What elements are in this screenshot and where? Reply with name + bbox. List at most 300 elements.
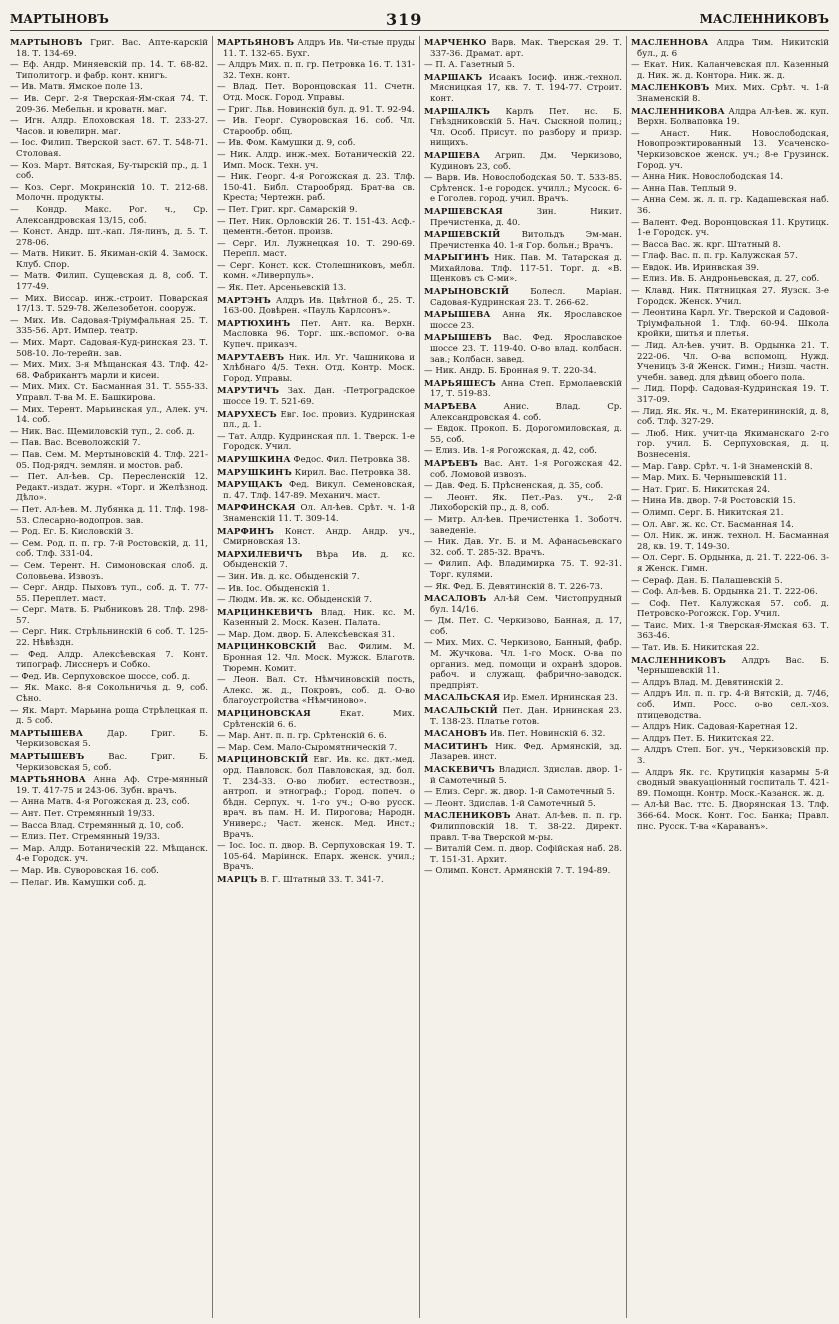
- entry-text: — Мар. Дом. двор. Б. Алексѣевская 31.: [217, 629, 396, 640]
- entry-surname: МАРЬЯШЕСЪ: [424, 378, 496, 389]
- directory-entry: [424, 515, 622, 536]
- entry-text: Исаакъ Іосиф. инж.-технол. Мясницкая 17, кв. 7. Т. 194-77. Строит. конт.: [430, 72, 623, 104]
- entry-text: — Алдръ Як. гс. Крутицкія казармы 5-й сводный эвакуаціонный госпиталь Т. 421-89. Помощн. Контр. Моск.-Казанск. ж. д.: [631, 767, 829, 799]
- directory-entry: [217, 432, 415, 453]
- entry-surname: МАРѢЕВА: [424, 402, 477, 412]
- directory-entry: [424, 38, 622, 59]
- directory-entry: [631, 599, 829, 620]
- directory-entry: [217, 468, 415, 479]
- entry-text: — Дав. Фед. Б. Прѣсненская, д. 35, соб.: [424, 481, 604, 492]
- entry-text: — Мих. Виссар. инж.-строит. Поварская 17/13. Т. 529-78. Железобетон. сооруж.: [10, 293, 208, 315]
- entry-text: — Мих. Мих. 3-я Мѣщанская 43. Тлф. 42-68. Фабрикантъ марли и кисеи.: [10, 360, 208, 381]
- directory-entry: [631, 83, 829, 104]
- entry-surname: МАРШЕВА: [424, 150, 481, 161]
- entry-text: Ал-ѣй Сем. Чистопрудный бул. 14/16.: [430, 594, 623, 615]
- directory-entry: [631, 678, 829, 689]
- entry-text: — Пав. Вас. Всеволожскій 7.: [10, 438, 141, 449]
- directory-entry: [424, 366, 622, 377]
- entry-text: — Алдръ Пет. Б. Никитская 22.: [631, 733, 775, 744]
- directory-entry: [424, 424, 622, 445]
- entry-text: Алдръ Ив. Цвѣтной б., 25. Т. 163-00. Довѣрен. «Пауль Карлсонъ».: [223, 295, 416, 317]
- directory-entry: [217, 82, 415, 103]
- entry-text: — Ив. Матв. Ямское поле 13.: [10, 82, 143, 93]
- directory-entry: [10, 821, 208, 832]
- entry-text: — Васса Влад. Стремянный д. 10, соб.: [10, 820, 184, 831]
- directory-entry: [424, 765, 622, 786]
- entry-surname: МАСИТИНЪ: [424, 741, 488, 752]
- directory-entry: [217, 353, 415, 385]
- entry-text: Анат. Ал-ѣев. п. п. гр. Филипповскій 18. Т. 38-22. Директ. правл. Т-ва Тверской м-ры.: [430, 811, 622, 843]
- entry-surname: МАРУШКИНЪ: [217, 467, 292, 478]
- directory-entry: [424, 107, 622, 149]
- entry-text: — Мар. Сем. Мало-Сыромятническій 7.: [217, 742, 398, 753]
- directory-entry: [424, 287, 622, 308]
- directory-entry: [10, 527, 208, 538]
- directory-entry: [631, 172, 829, 183]
- entry-text: — Анна Ник. Новослободская 14.: [631, 172, 784, 183]
- entry-text: Зах. Дан. -Петроградское шоссе 19. Т. 521-69.: [223, 386, 415, 407]
- entry-text: Ник. Фед. Армянскій, зд. Лазарев. инст.: [430, 741, 622, 763]
- entry-text: — Анаст. Ник. Новослободская, Новопроэктированный 13. Усаченско-Черкизовское женск. уч.; 8-е Грузинск. Город. уч.: [631, 128, 829, 171]
- entry-text: — Анна Матв. 4-я Рогожская д. 23, соб.: [10, 797, 190, 808]
- entry-text: — Евдок. Ив. Иринвская 39.: [631, 262, 759, 273]
- entry-surname: МАРЦИНКОВСКІЙ: [217, 642, 317, 653]
- entry-text: Фед. Викул. Семеновская, п. 47. Тлф. 147-89. Механич. маст.: [223, 480, 416, 501]
- directory-entry: [217, 283, 415, 294]
- entry-surname: МАРШАКЪ: [424, 72, 483, 83]
- directory-entry: [217, 172, 415, 204]
- entry-surname: МАРФИНСКАЯ: [217, 503, 296, 514]
- directory-entry: [424, 582, 622, 593]
- directory-entry: [10, 38, 208, 59]
- entry-text: — Митр. Ал-ѣев. Пречистенка 1. Зоботч. заведеніе.: [424, 514, 622, 536]
- entry-text: — Лид. Порф. Садовая-Кудринская 19. Т. 317-09.: [631, 384, 829, 405]
- entry-text: Варв. Мак. Тверская 29. Т. 337-36. Драмат. арт.: [430, 38, 623, 59]
- entry-text: — Конст. Андр. шт.-кап. Ля-линъ, д. 5. Т. 278-06.: [10, 227, 208, 248]
- directory-entry: [10, 672, 208, 683]
- directory-entry: [217, 755, 415, 840]
- directory-entry: [631, 274, 829, 285]
- directory-entry: [10, 82, 208, 93]
- directory-entry: [631, 768, 829, 800]
- directory-entry: [10, 438, 208, 449]
- directory-entry: [10, 583, 208, 604]
- directory-entry: [424, 616, 622, 637]
- entry-surname: МАРТЮХИНЪ: [217, 318, 291, 329]
- entry-text: — Ив. Фом. Камушки д. 9, соб.: [217, 138, 356, 149]
- entry-text: Пет. Ант. ка. Верхн. Масловка 96. Торг. шк.-вспомог. о-ва Купеч. приказч.: [223, 318, 415, 351]
- directory-entry: [631, 689, 829, 721]
- entry-surname: МАСЛЕННОВА: [631, 38, 709, 48]
- entry-text: — Леонт. Здислав. 1-й Самотечный 5.: [424, 798, 596, 809]
- entry-text: — Варв. Ив. Новослободская 50. Т. 533-85. Срѣтенск. 1-е городск. училл.; Мусоск. 6-е Гоголев. город. учил. Врачъ.: [424, 173, 622, 205]
- entry-text: — Серг. Андр. Пыховъ туп., соб. д. Т. 77-55. Переплет. маст.: [10, 583, 208, 604]
- entry-surname: МАРЫШЕВЪ: [424, 333, 492, 344]
- entry-text: — Фед. Алдр. Алексѣевская 7. Конт. типограф. Лисснеръ и Собко.: [10, 649, 208, 671]
- directory-entry: [631, 195, 829, 216]
- entry-surname: МАСЛЕННИКОВА: [631, 106, 725, 117]
- entry-text: В. Г. Штатный 33. Т. 341-7.: [260, 874, 384, 885]
- entry-text: Мих. Мих. Срѣт. ч. 1-й Знаменскій 8.: [637, 83, 829, 104]
- entry-text: Алдръ Ив. Чи-стые пруды 11. Т. 132-65. Бухг.: [223, 38, 416, 59]
- entry-text: — Олимп. Серг. Б. Никитская 21.: [631, 507, 784, 518]
- directory-entry: [217, 503, 415, 524]
- directory-entry: [424, 459, 622, 480]
- directory-entry: [631, 240, 829, 251]
- directory-entry: [424, 173, 622, 205]
- entry-text: — Род. Ег. Б. Кисловскій 3.: [10, 527, 134, 538]
- directory-entry: [424, 844, 622, 865]
- entry-text: Вас. Григ. Б. Черкизовская 5, соб.: [16, 752, 208, 773]
- entry-text: — Глаф. Вас. п. п. гр. Калужская 57.: [631, 251, 798, 262]
- page-number: 319: [386, 9, 423, 29]
- entry-text: — Виталій Сем. п. двор. Софійская наб. 28. Т. 151-31. Архит.: [424, 844, 622, 865]
- entry-text: Ир. Емел. Ирнинская 23.: [503, 693, 618, 704]
- entry-text: — Зин. Ив. д. кс. Обыденскій 7.: [217, 571, 360, 582]
- entry-text: Влад. Ник. кс. М. Казенный 2. Моск. Казен. Палата.: [223, 607, 415, 629]
- directory-entry: [10, 116, 208, 137]
- entry-text: — Пелаг. Ив. Камушки соб. д.: [10, 877, 147, 888]
- entry-text: Вас. Филим. М. Бронная 12. Чл. Моск. Мужск. Благотв. Тюремн. Комит.: [223, 642, 415, 674]
- directory-entry: [631, 643, 829, 654]
- directory-entry: [217, 584, 415, 595]
- entry-text: — Іос. Іос. п. двор. В. Серпуховская 19. Т. 105-64. Маріинск. Епарх. женск. учил.; Врачъ.: [217, 841, 415, 873]
- directory-entry: [10, 706, 208, 727]
- directory-entry: [10, 205, 208, 226]
- entry-text: — Мар. Алдр. Ботаническій 22. Мѣщанск. 4-е Городск. уч.: [10, 843, 208, 865]
- entry-text: — Людм. Ив. ж. кс. Обыденскій 7.: [217, 595, 372, 606]
- entry-text: — Кондр. Макс. Рог. ч., Ср. Александровская 13/15, соб.: [10, 204, 208, 226]
- entry-text: — Екат. Ник. Каланчевская пл. Казенный д. Ник. ж. д. Контора. Ник. ж. д.: [631, 60, 829, 81]
- directory-entry: [424, 310, 622, 331]
- entry-text: Ол. Ал-ѣев. Срѣт. ч. 1-й Знаменскій 11. Т. 309-14.: [223, 503, 415, 524]
- directory-entry: [424, 594, 622, 615]
- entry-text: — Алдръ Степ. Бог. уч., Черкизовскій пр. 3.: [631, 745, 829, 766]
- entry-text: — Мих. Терент. Марьинская ул., Алек. уч. 14. соб.: [10, 404, 208, 426]
- directory-entry: [217, 150, 415, 171]
- directory-entry: [10, 797, 208, 808]
- entry-text: — Лид. Як. Як. ч., М. Екатерининскій, д. 8, соб. Тлф. 327-29.: [631, 406, 829, 428]
- entry-text: — Як. Март. Марьина роща Стрѣлецкая п. д. 5 соб.: [10, 705, 208, 727]
- directory-entry: [424, 799, 622, 810]
- directory-entry: [631, 531, 829, 552]
- entry-text: — Ал-ѣй Вас. ттс. Б. Дворянская 13. Тлф. 366-64. Моск. Конт. Гос. Банка; Правл. пнс. Русск. Т-ва «Караванъ».: [631, 800, 829, 832]
- directory-entry: [217, 731, 415, 742]
- directory-entry: [10, 866, 208, 877]
- directory-entry: [217, 205, 415, 216]
- entry-text: — Олимп. Конст. Армянскій 7. Т. 194-89.: [424, 866, 611, 877]
- entry-text: Анна Як. Ярославское шоссе 23.: [430, 310, 623, 331]
- running-head-left: МАРТЫНОВЪ: [10, 12, 109, 26]
- directory-entry: [10, 382, 208, 403]
- directory-entry: [10, 539, 208, 560]
- entry-text: — Ант. Пет. Стремянный 19/33.: [10, 808, 155, 819]
- entry-text: Евг. Ив. кс. дкт.-мед. орд. Павловск. бол Павловская, зд. бол. Т. 234-33. О-во любит. естествозн., антроп. и этнограф.; Город. попеч. о бѣдн. Серпух. ч. 1-го уч.; О-во русск. врач. въ пам. Н. И. Пирогова; Народн. Универс.; Част. женск. Мед. Инст.; Врачъ.: [223, 755, 415, 840]
- entry-text: — Васса Вас. ж. крг. Штатный 8.: [631, 239, 781, 250]
- directory-entry: [424, 729, 622, 740]
- entry-surname: МАРХИЛЕВИЧЪ: [217, 549, 303, 560]
- directory-entry: [217, 138, 415, 149]
- entry-text: — Матв. Никит. Б. Якиман-скій 4. Замоск. Клуб. Спор.: [10, 249, 208, 270]
- page-header: [10, 8, 829, 31]
- directory-entry: [217, 709, 415, 730]
- directory-entry: [10, 450, 208, 471]
- entry-text: — Мар. Гавр. Срѣт. ч. 1-й Знаменскій 8.: [631, 461, 813, 472]
- directory-entry: [10, 294, 208, 315]
- entry-text: Пет. Дан. Ирнинская 23. Т. 138-23. Платье готов.: [430, 706, 623, 727]
- entry-text: — Григ. Льв. Новинскій бул. д. 91. Т. 92-94.: [217, 104, 415, 115]
- entry-text: Кирил. Вас. Петровка 38.: [294, 467, 411, 478]
- entry-text: Екат. Мих. Срѣтенскій 6. 6.: [223, 709, 416, 730]
- directory-entry: [424, 333, 622, 365]
- entry-text: — Сераф. Дан. Б. Палашевскій 5.: [631, 575, 783, 586]
- directory-entry: [217, 319, 415, 351]
- entry-text: — Коз. Серг. Мокринскій 10. Т. 212-68. Молочн. продукты.: [10, 182, 208, 204]
- entry-text: — Ник. Дав. Уг. Б. и М. Афанасьевскаго 32. соб. Т. 285-32. Врачъ.: [424, 537, 622, 558]
- entry-text: Ник. Ил. Уг. Чашникова и Хлѣбнаго 4/5. Техн. Отд. Контр. Моск. Город. Управы.: [223, 352, 416, 384]
- entry-text: — Пет. Григ. крг. Самарскій 9.: [217, 204, 358, 215]
- entry-text: — Мих. Мих. Ст. Басманная 31. Т. 555-33. Управл. Т-ва М. Е. Башкирова.: [10, 382, 208, 403]
- directory-entry: [217, 296, 415, 317]
- entry-text: — Нат. Григ. Б. Никитская 24.: [631, 484, 771, 495]
- entry-text: — Ник. Андр. Б. Бронная 9. Т. 220-34.: [424, 366, 597, 377]
- directory-entry: [631, 621, 829, 642]
- entry-text: Алдра Тим. Никитскій бул., д. 6: [637, 38, 829, 59]
- entry-text: — Влад. Пет. Воронцовская 11. Счетн. Отд. Моск. Город. Управы.: [217, 82, 415, 103]
- directory-entry: [631, 656, 829, 677]
- directory-entry: [631, 129, 829, 171]
- directory-entry: [10, 427, 208, 438]
- entry-surname: МАРѢЕВЪ: [424, 458, 478, 469]
- directory-entry: [217, 60, 415, 81]
- entry-text: — Фед. Ив. Серпуховское шоссе, соб. д.: [10, 671, 191, 682]
- entry-surname: МАРТЭНЪ: [217, 295, 271, 306]
- entry-text: — Ник. Георг. 4-я Рогожская д. 23. Тлф. 150-41. Библ. Старообряд. Брат-ва св. Креста; Чертежн. раб.: [217, 172, 415, 204]
- entry-text: — Анна Сем. ж. л. п. гр. Кадашевская наб. 36.: [631, 195, 829, 216]
- entry-text: Витольдъ Эм-ман. Пречистенка 40. 1-я Гор. больн.; Врачъ.: [430, 230, 622, 251]
- entry-surname: МАРЦИНОВСКІЙ: [217, 755, 309, 766]
- directory-entry: [217, 875, 415, 886]
- directory-entry: [10, 472, 208, 504]
- directory-entry: [424, 693, 622, 704]
- directory-entry: [10, 650, 208, 671]
- entry-surname: МАСАЛОВЪ: [424, 594, 487, 605]
- entry-surname: МАСКЕВИЧЪ: [424, 765, 495, 775]
- directory-entry: [10, 752, 208, 773]
- entry-text: — Ол. Ник. ж. инж. технол. Н. Басманная 28, кв. 19. Т. 149-30.: [631, 531, 829, 552]
- directory-entry: [631, 429, 829, 461]
- directory-entry: [424, 402, 622, 423]
- entry-surname: МАРЫНОВСКІЙ: [424, 287, 510, 298]
- directory-entry: [217, 455, 415, 466]
- entry-text: — Елиз. Пет. Стремянный 19/33.: [10, 832, 161, 843]
- directory-entry: [631, 341, 829, 383]
- directory-entry: [10, 271, 208, 292]
- entry-text: — Мих. Ив. Садовая-Тріумфальная 25. Т. 335-56. Арт. Импер. театр.: [10, 315, 208, 337]
- directory-entry: [10, 183, 208, 204]
- entry-text: — Коз. Март. Вятская, Бу-тырскій пр., д. 1 соб.: [10, 160, 208, 182]
- directory-entry: [10, 338, 208, 359]
- directory-entry: [631, 38, 829, 59]
- entry-text: — Як. Пет. Арсеньевскій 13.: [217, 283, 347, 294]
- directory-entry: [631, 218, 829, 239]
- directory-entry: [10, 729, 208, 750]
- entry-text: — Соф. Ал-ѣев. Б. Ордынка 21. Т. 222-06.: [631, 587, 818, 598]
- entry-text: — Ол. Авг. ж. кс. Ст. Басманная 14.: [631, 519, 794, 530]
- entry-surname: МАРЫГИНЪ: [424, 253, 490, 264]
- entry-text: Ив. Пет. Новинскій 6. 32.: [489, 729, 606, 740]
- entry-text: — Ив. Серг. 2-я Тверская-Ям-ская 74. Т. 209-36. Мебельн. и кроватн. маг.: [10, 93, 208, 115]
- entry-text: Анна Аф. Стре-мянный 19. Т. 417-75 и 243-06. Зубн. врачъ.: [16, 775, 208, 796]
- directory-entry: [424, 706, 622, 727]
- directory-entry: [424, 537, 622, 558]
- entry-text: — Алдръ Влад. М. Девятинскій 2.: [631, 677, 784, 688]
- entry-text: — Клавд. Ник. Пятницкая 27. Яузск. 3-е Городск. Женск. Учил.: [631, 286, 829, 307]
- directory-entry: [631, 462, 829, 473]
- directory-entry: [424, 151, 622, 172]
- entry-text: — Таис. Мих. 1-я Тверская-Ямская 63. Т. 363-46.: [631, 620, 829, 642]
- entry-text: — П. А. Газетный 5.: [424, 60, 515, 71]
- entry-text: Карлъ Пет. нс. Б. Гнѣздниковскій 5. Нач. Сыскной полиц.; Чл. Особ. Присут. по разбору и призр. нищихъ.: [430, 106, 622, 149]
- directory-entry: [424, 742, 622, 763]
- directory-column-3: [419, 36, 626, 1318]
- entry-text: Дар. Григ. Б. Черкизовская 5.: [16, 728, 208, 750]
- directory-entry: [217, 642, 415, 674]
- directory-entry: [10, 405, 208, 426]
- entry-text: — Соф. Пет. Калужская 57. соб. д. Петровско-Рогожск. Гор. Учил.: [631, 598, 829, 620]
- directory-entry: [424, 866, 622, 877]
- directory-entry: [631, 734, 829, 745]
- entry-text: — Сем. Род. п. п. гр. 7-й Ростовскій, д. 11, соб. Тлф. 331-04.: [10, 538, 208, 560]
- directory-entry: [424, 230, 622, 251]
- directory-entry: [424, 253, 622, 285]
- directory-entry: [10, 627, 208, 648]
- directory-entry: [631, 107, 829, 128]
- entry-text: Алдръ Вас. Б. Чернышевскій 11.: [637, 655, 829, 677]
- entry-text: — Алдръ Ник. Садовая-Каретная 12.: [631, 722, 798, 733]
- entry-surname: МАСАЛЬСКІЙ: [424, 706, 498, 717]
- entry-text: — Серг. Конст. кск. Столешниковъ, мебл. комн. «Ливерпуль».: [217, 260, 415, 282]
- entry-text: Агрип. Дм. Черкизово, Кудиновъ 23, соб.: [430, 150, 622, 172]
- directory-entry: [10, 878, 208, 889]
- directory-entry: [10, 227, 208, 248]
- directory-entry: [217, 608, 415, 629]
- entry-text: Евг. Іос. провиз. Кудринская пл., д. 1.: [223, 409, 416, 431]
- directory-entry: [217, 550, 415, 571]
- entry-text: — Іос. Филип. Тверской заст. 67. Т. 548-71. Столовая.: [10, 138, 208, 159]
- entry-surname: МАСЛЕНКОВЪ: [631, 83, 710, 94]
- directory-entry: [424, 811, 622, 843]
- entry-text: — Мих. Мих. С. Черкизово, Банный, фабр. М. Жучкова. Чл. 1-го Моск. О-ва по организ. мед. помощи и охранѣ здоров. рабоч. и служащ. фабрично-заводск. предпріят.: [424, 638, 622, 691]
- entry-text: — Пет. Ал-ѣев. М. Лубянка д. 11. Тлф. 198-53. Слесарно-водопров. зав.: [10, 504, 208, 526]
- entry-surname: МАРЦЪ: [217, 874, 258, 885]
- directory-entry: [424, 787, 622, 798]
- entry-text: — Серг. Матв. Б. Рыбниковъ 28. Тлф. 298-57.: [10, 605, 208, 626]
- entry-text: Алдра Ал-ѣев. ж. куп. Верхн. Болваповка 19.: [637, 106, 829, 128]
- entry-text: — Елиз. Ив. Б. Андроньевская, д. 27, соб.: [631, 274, 820, 285]
- entry-text: — Мар. Ант. п. п. гр. Срѣтенскій 6. 6.: [217, 731, 387, 742]
- directory-entry: [631, 485, 829, 496]
- entry-text: Болесл. Маріан. Садовая-Кудринская 23. Т. 266-62.: [430, 287, 622, 308]
- entry-text: — Ник. Вас. Щемиловскій туп., 2. соб. д.: [10, 426, 195, 437]
- entry-text: — Ник. Алдр. инж.-мех. Ботаническій 22. Имп. Моск. Техн. уч.: [217, 149, 415, 171]
- entry-text: — Ив. Георг. Суворовская 16. соб. Чл. Старообр. общ.: [217, 116, 415, 137]
- directory-entry: [631, 553, 829, 574]
- directory-entry: [424, 638, 622, 691]
- directory-entry: [631, 508, 829, 519]
- directory-entry: [217, 675, 415, 707]
- entry-text: — Сем. Терент. Н. Симоновская слоб. д. Соловьева. Извозъ.: [10, 560, 208, 582]
- directory-entry: [217, 386, 415, 407]
- directory-entry: [631, 800, 829, 832]
- directory-entry: [10, 832, 208, 843]
- entry-text: Григ. Вас. Апте-карскій 18. Т. 134-69.: [16, 38, 208, 59]
- directory-entry: [10, 809, 208, 820]
- directory-entry: [217, 743, 415, 754]
- entry-text: Владисл. Здислав. двор. 1-й Самотечный 5.: [430, 765, 622, 786]
- entry-text: — Мар. Мих. Б. Чернышевскій 11.: [631, 473, 787, 484]
- directory-entry: [10, 94, 208, 115]
- directory-column-2: [212, 36, 419, 1318]
- directory-entry: [10, 683, 208, 704]
- entry-surname: МАРЧЕНКО: [424, 38, 487, 48]
- directory-entry: [424, 481, 622, 492]
- directory-entry: [10, 60, 208, 81]
- entry-text: Ник. Пав. М. Татарская д. Михайлова. Тлф. 117-51. Торг. д. «В. Щенковъ съ С-ми».: [430, 253, 622, 285]
- entry-text: — Филип. Аф. Владимирка 75. Т. 92-31. Торг. кулями.: [424, 559, 622, 580]
- entry-surname: МАСАНОВЪ: [424, 729, 488, 740]
- entry-text: — Евдок. Прокоп. Б. Дорогомиловская, д. 55, соб.: [424, 424, 622, 445]
- entry-text: Вас. Фед. Ярославское шоссе 23. Т. 119-40. О-во влад. колбасн. зав.; Колбасн. завед.: [430, 333, 623, 365]
- entry-surname: МАРУШКИНА: [217, 454, 291, 465]
- entry-text: — Люб. Ник. учит-ца Якиманскаго 2-го гор. учил. Б. Серпуховская, д. ц. Вознесенія.: [631, 428, 829, 460]
- directory-entry: [631, 184, 829, 195]
- entry-surname: МАСЛЕННИКОВЪ: [631, 655, 727, 666]
- directory-entry: [10, 161, 208, 182]
- directory-entry: [424, 207, 622, 228]
- directory-entry: [631, 722, 829, 733]
- directory-entry: [631, 520, 829, 531]
- entry-text: — Як. Фед. Б. Девятинскій 8. Т. 226-73.: [424, 581, 603, 592]
- entry-text: Вѣра Ив. д. кс. Обыденскій 7.: [223, 549, 415, 571]
- entry-text: — Пет. Ник. Орловскій 26. Т. 151-43. Асф.-цементн.-бетон. произв.: [217, 216, 415, 238]
- directory-entry: [10, 505, 208, 526]
- entry-surname: МАСАЛЬСКАЯ: [424, 693, 501, 704]
- directory-entry: [631, 473, 829, 484]
- entry-surname: МАРТЫШЕВЪ: [10, 752, 85, 762]
- entry-text: — Пет. Ал-ѣев. Ср. Пересленскій 12. Редакт.-издат. журн. «Торг. и Желѣзнод. Дѣло».: [10, 472, 208, 504]
- entry-surname: МАРЦИНКЕВИЧЪ: [217, 607, 313, 618]
- entry-text: Зин. Никит. Пречистенка, д. 40.: [430, 206, 622, 228]
- entry-text: — Анна Пав. Теплый 9.: [631, 183, 737, 194]
- directory-entry: [217, 116, 415, 137]
- directory-entry: [217, 105, 415, 116]
- entry-text: — Еф. Андр. Миняевскій пр. 14. Т. 68-82. Типолитогр. и фабр. конт. книгъ.: [10, 60, 208, 81]
- directory-entry: [10, 844, 208, 865]
- entry-surname: МАРУТИЧЪ: [217, 386, 280, 397]
- directory-entry: [424, 379, 622, 400]
- entry-text: — Матв. Филип. Сущевская д. 8, соб. Т. 177-49.: [10, 271, 208, 293]
- directory-entry: [10, 249, 208, 270]
- entry-text: — Мих. Март. Садовая-Куд-ринская 23. Т. 508-10. Ло-терейн. зав.: [10, 338, 208, 359]
- entry-surname: МАРЦИНОВСКАЯ: [217, 709, 311, 720]
- directory-entry: [424, 559, 622, 580]
- entry-text: — Елиз. Ив. 1-я Рогожская, д. 42, соб.: [424, 446, 598, 457]
- directory-entry: [217, 572, 415, 583]
- directory-entry: [424, 493, 622, 514]
- entry-surname: МАРТЫНОВЪ: [10, 38, 83, 48]
- directory-entry: [424, 446, 622, 457]
